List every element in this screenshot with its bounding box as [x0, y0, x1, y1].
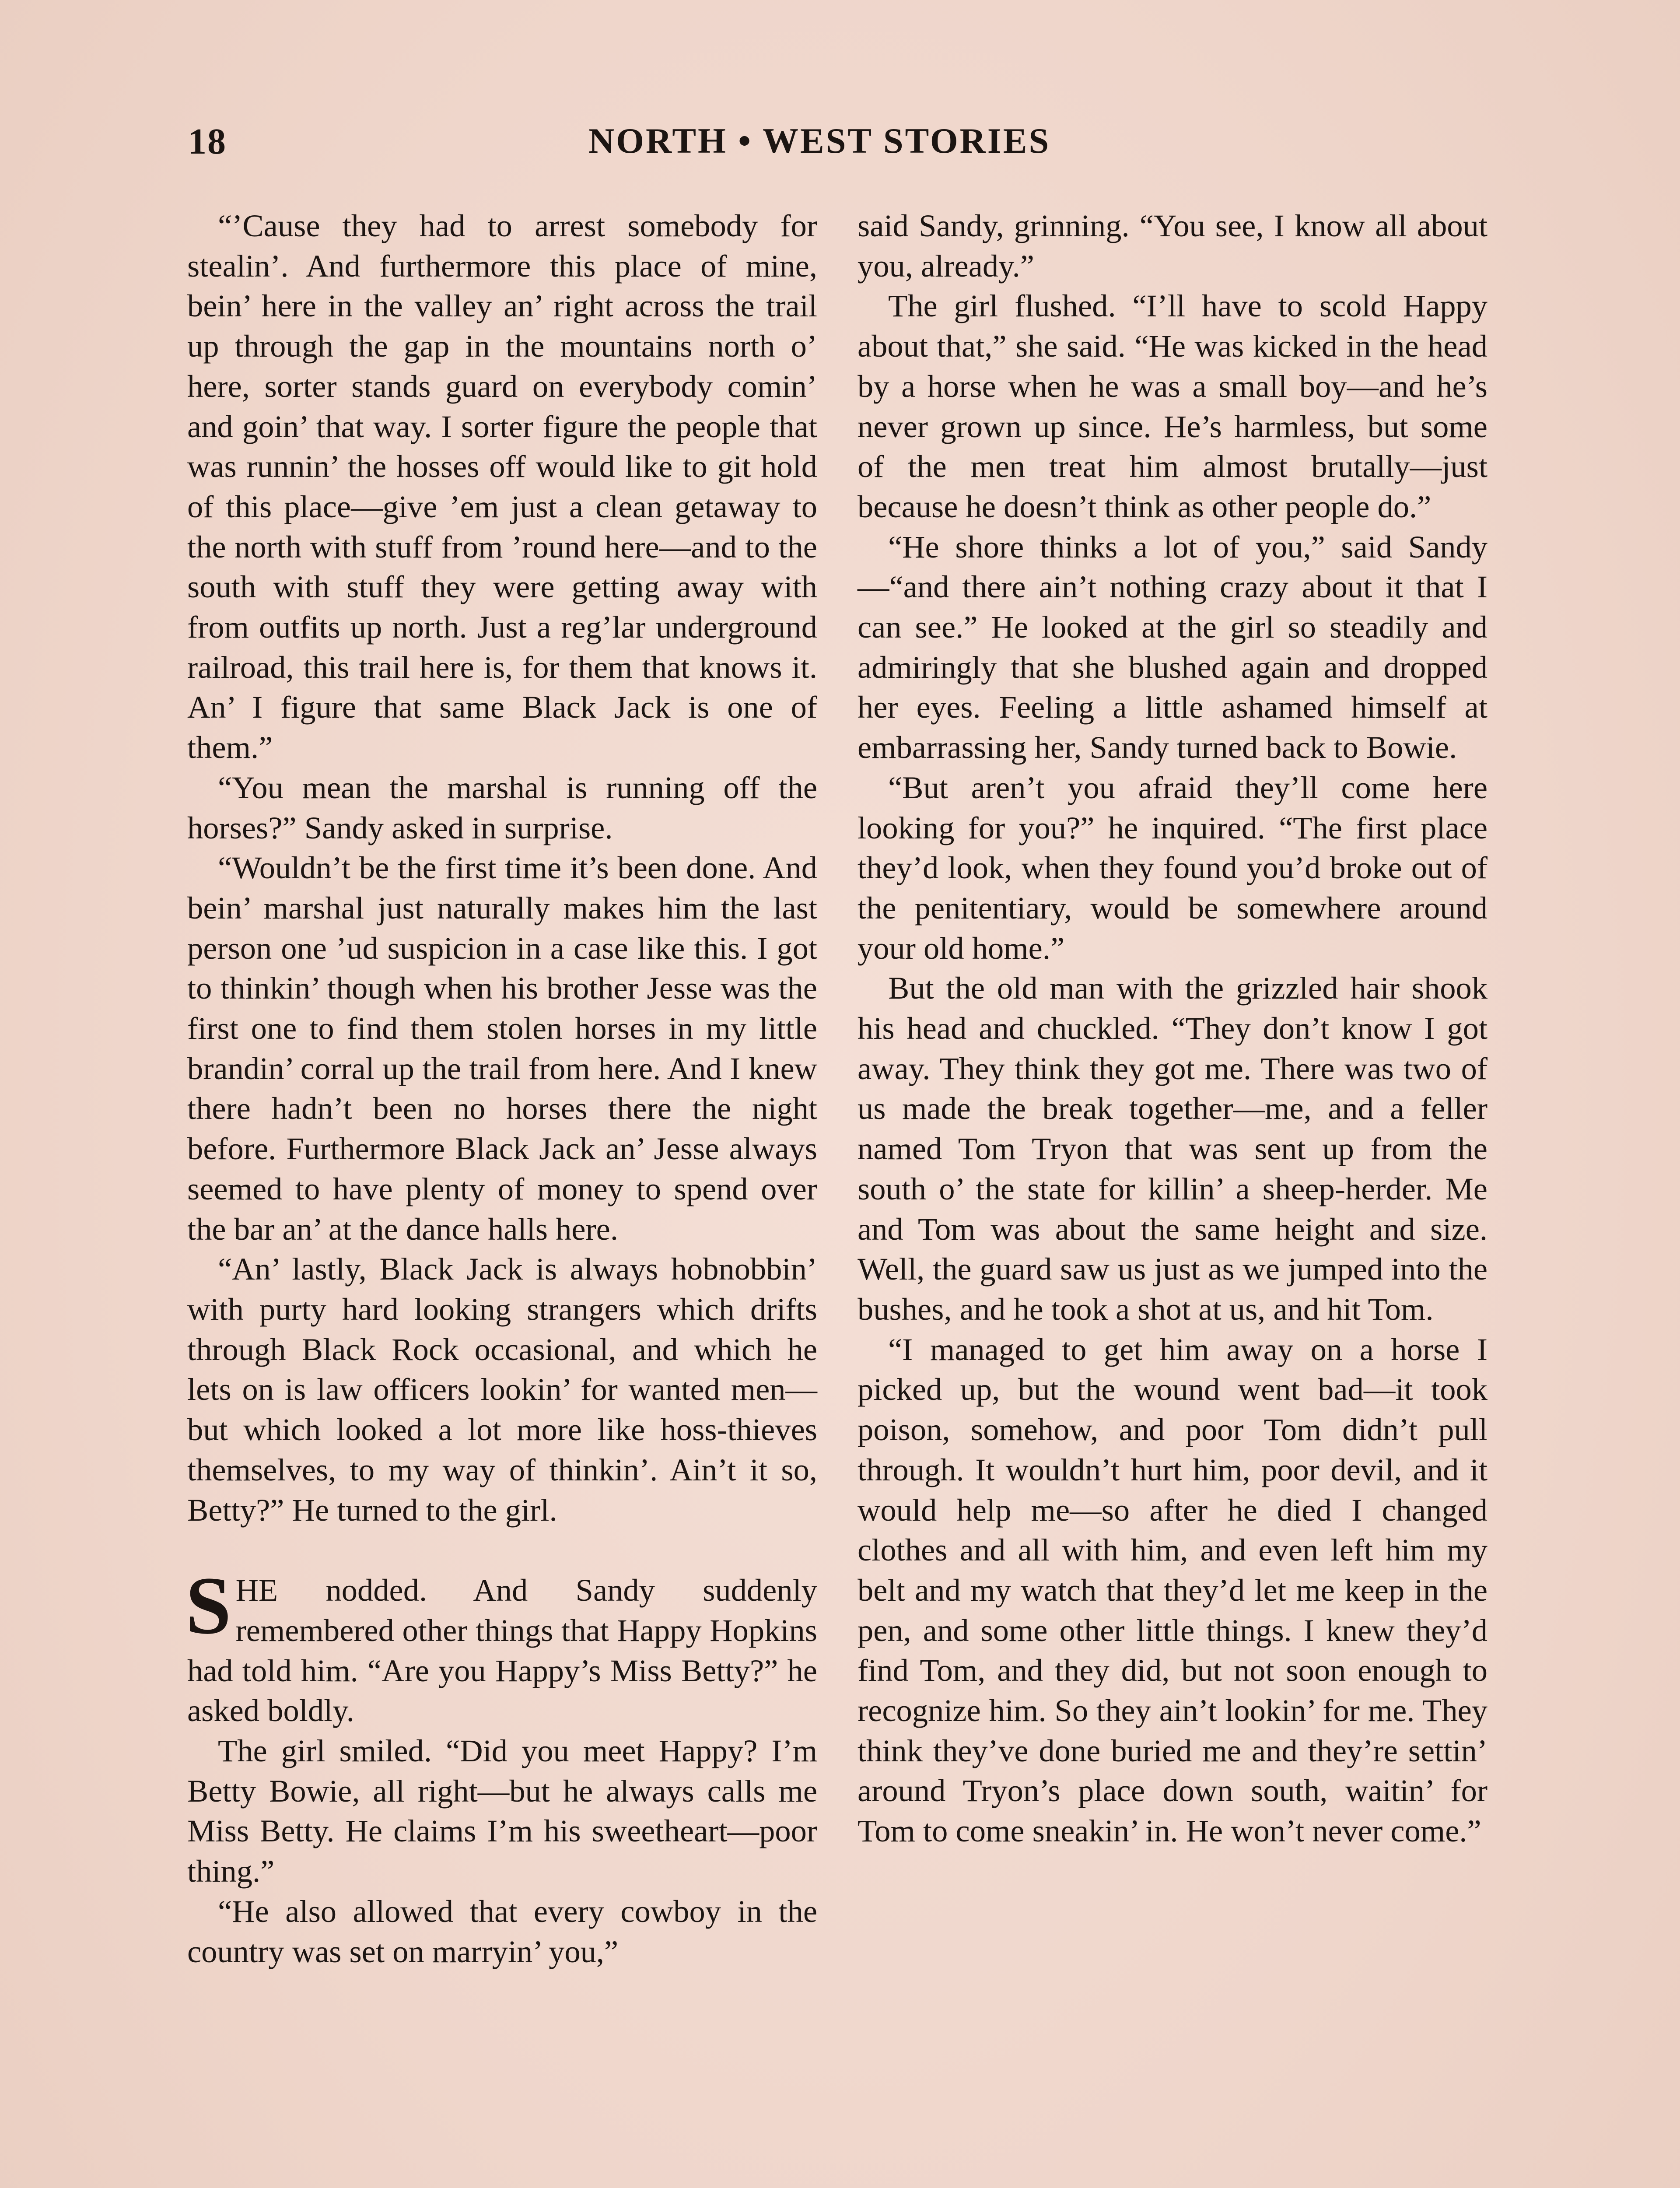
paragraph: “’Cause they had to arrest somebody for stealin’. And furthermore this place of mine, bein’ here in the valley an’ right across the trail up through the gap in the mountains north o’ here, sorter stands guard on everybody comin’ and goin’ that way. I sorter figure the people that was runnin’ the hosses off would like to git hold of this place—give ’em just a clean getaway to the north with stuff from ’round here—and to the south with stuff they were getting away with from outfits up north. Just a reg’lar underground railroad, this trail here is, for them that knows it. An’ I figure that same Black Jack is one of them.” — [187, 208, 817, 765]
paragraph: “I managed to get him away on a horse I picked up, but the wound went bad—it took poison, somehow, and poor Tom didn’t pull through. It wouldn’t hurt him, poor devil, and it would help me—so after he died I changed clothes and all with him, and even left him my belt and my watch that they’d let me keep in the pen, and some other little things. I knew they’d find Tom, and they did, but not soon enough to recognize him. So they ain’t lookin’ for me. They think they’ve done buried me and they’re settin’ around Tryon’s place down south, waitin’ for Tom to come sneakin’ in. He won’t never come.” — [858, 1331, 1488, 1849]
paragraph: The girl smiled. “Did you meet Happy? I’m Betty Bowie, all right—but he always calls me Miss Betty. He claims I’m his sweetheart—poor thing.” — [187, 1733, 817, 1889]
paragraph: The girl flushed. “I’ll have to scold Happy about that,” she said. “He was kicked in the head by a horse when he was a small boy—and he’s never grown up since. He’s harmless, but some of the men treat him almost brutally—just because he doesn’t think as other people do.” — [858, 288, 1488, 524]
paragraph: “You mean the marshal is running off the horses?” Sandy asked in surprise. — [187, 769, 817, 845]
paragraph: But the old man with the grizzled hair shook his head and chuckled. “They don’t know I got away. They think they got me. There was two of us made the break together—me, and a feller named Tom Tryon that was sent up from the south o’ the state for killin’ a sheep-herder. Me and Tom was about the same height and size. Well, the guard saw us just as we jumped into the bushes, and he took a shot at us, and hit Tom. — [858, 970, 1488, 1327]
paragraph: “An’ lastly, Black Jack is always hobnobbin’ with purty hard looking strangers which drifts through Black Rock occasional, and which he lets on is law officers lookin’ for wanted men—but which looked a lot more like hoss-thieves themselves, to my way of thinkin’. Ain’t it so, Betty?” He turned to the girl. — [187, 1251, 817, 1528]
drop-cap: S — [186, 1560, 231, 1652]
section-opening-text: HE nodded. And Sandy suddenly remembered other things that Happy Hopkins had told him. “Are you Happy’s Miss Betty?” he asked boldly. — [187, 1572, 817, 1729]
page-header — [188, 120, 1492, 173]
paragraph: “But aren’t you afraid they’ll come here looking for you?” he inquired. “The first place they’d look, when they found you’d broke out of the penitentiary, would be somewhere around your old home.” — [858, 769, 1488, 966]
paragraph: “He also allowed that every cowboy in the country was set on marryin’ you,” — [187, 1893, 817, 1969]
paragraph: “Wouldn’t be the first time it’s been done. And bein’ marshal just naturally makes him the last person one ’ud suspicion in a case like this. I got to thinkin’ though when his brother Jesse was the first one to find them stolen horses in my little brandin’ corral up the trail from here. And I knew there hadn’t been no horses there the night before. Furthermore Black Jack an’ Jesse always seemed to have plenty of money to spend over the bar an’ at the dance halls here. — [187, 850, 817, 1247]
section-opening-paragraph — [186, 1560, 817, 1731]
right-column — [858, 206, 1488, 1851]
running-title: NORTH • WEST STORIES — [588, 121, 1051, 161]
page-number: 18 — [188, 121, 227, 162]
left-column — [187, 206, 817, 1971]
continued-paragraph: said Sandy, grinning. “You see, I know all about you, already.” — [858, 208, 1488, 284]
paragraph: “He shore thinks a lot of you,” said Sandy—“and there ain’t nothing crazy about it that I can see.” He looked at the girl so steadily and admiringly that she blushed again and dropped her eyes. Feeling a little ashamed himself at embarrassing her, Sandy turned back to Bowie. — [858, 529, 1488, 765]
